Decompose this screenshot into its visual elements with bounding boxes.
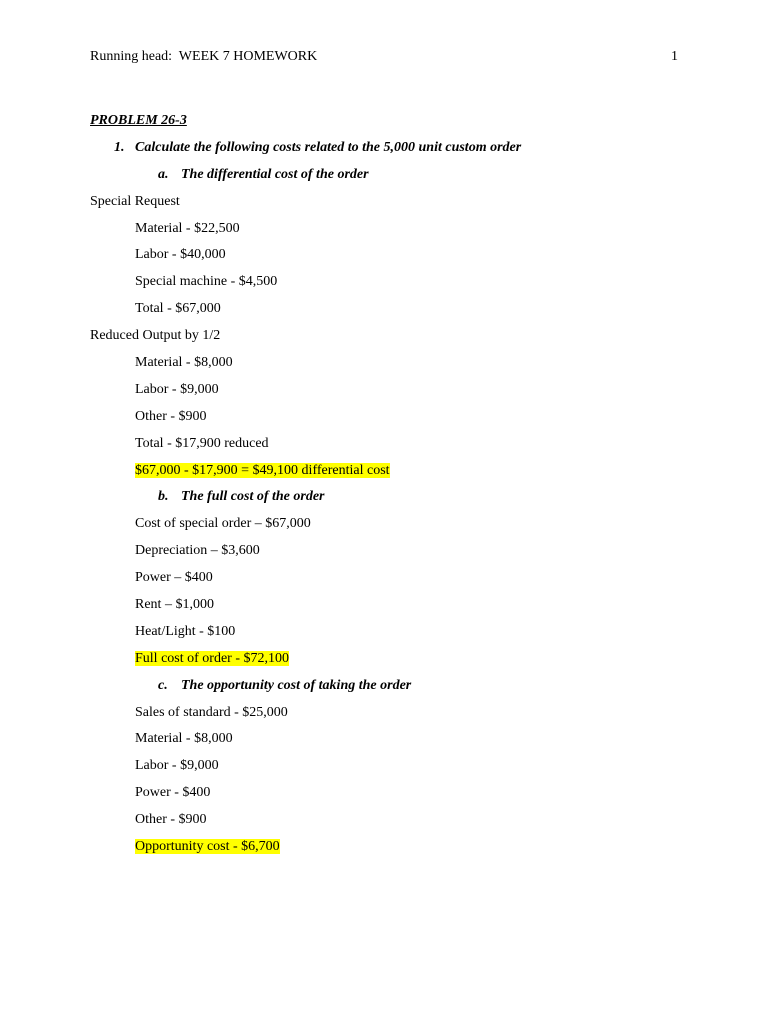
question-text: Calculate the following costs related to the 5,000 unit custom order bbox=[135, 139, 522, 155]
differential-cost-highlight: $67,000 - $17,900 = $49,100 differential cost bbox=[135, 462, 390, 478]
part-a-marker: a. bbox=[158, 166, 169, 182]
part-c-result bbox=[90, 834, 690, 861]
list-item: Depreciation – $3,600 bbox=[135, 543, 260, 559]
problem-title-text: PROBLEM 26-3 bbox=[90, 113, 187, 128]
part-a-heading-text: The differential cost of the order bbox=[181, 166, 369, 182]
list-item: Labor - $40,000 bbox=[135, 247, 226, 263]
part-a-heading bbox=[90, 162, 690, 189]
reduced-output-label: Reduced Output by 1/2 bbox=[90, 328, 221, 344]
list-item: Sales of standard - $25,000 bbox=[135, 704, 288, 720]
page-number: 1 bbox=[671, 49, 678, 64]
list-item: Material - $8,000 bbox=[135, 355, 233, 371]
document-body bbox=[90, 108, 690, 861]
question-1 bbox=[90, 135, 690, 162]
full-cost-highlight: Full cost of order - $72,100 bbox=[135, 650, 289, 666]
running-head-label: Running head: bbox=[90, 49, 173, 64]
part-c-heading-text: The opportunity cost of taking the order bbox=[181, 677, 412, 693]
running-head-title: WEEK 7 HOMEWORK bbox=[178, 49, 318, 64]
list-item: Power - $400 bbox=[135, 785, 211, 801]
list-item: Material - $22,500 bbox=[135, 220, 240, 236]
list-item: Labor - $9,000 bbox=[135, 381, 219, 397]
list-item: Heat/Light - $100 bbox=[135, 623, 236, 639]
list-item: Material - $8,000 bbox=[135, 731, 233, 747]
list-item: Other - $900 bbox=[135, 408, 207, 424]
list-item: Labor - $9,000 bbox=[135, 758, 219, 774]
part-b-marker: b. bbox=[158, 489, 169, 505]
page-header bbox=[90, 48, 678, 66]
list-item: Other - $900 bbox=[135, 812, 207, 828]
question-number: 1. bbox=[114, 139, 125, 155]
list-item: Special machine - $4,500 bbox=[135, 274, 278, 290]
special-request-label: Special Request bbox=[90, 193, 180, 209]
list-item: Total - $67,000 bbox=[135, 301, 221, 317]
part-b-result bbox=[90, 646, 690, 673]
problem-title bbox=[90, 108, 690, 135]
list-item: Power – $400 bbox=[135, 570, 213, 586]
part-c-heading bbox=[90, 673, 690, 700]
opportunity-cost-highlight: Opportunity cost - $6,700 bbox=[135, 839, 280, 855]
part-b-heading bbox=[90, 484, 690, 511]
list-item: Cost of special order – $67,000 bbox=[135, 516, 311, 532]
list-item: Rent – $1,000 bbox=[135, 597, 214, 613]
part-c-marker: c. bbox=[158, 677, 168, 693]
list-item: Total - $17,900 reduced bbox=[135, 435, 269, 451]
part-a-result bbox=[90, 458, 690, 485]
part-b-heading-text: The full cost of the order bbox=[181, 489, 325, 505]
running-head bbox=[90, 48, 317, 66]
